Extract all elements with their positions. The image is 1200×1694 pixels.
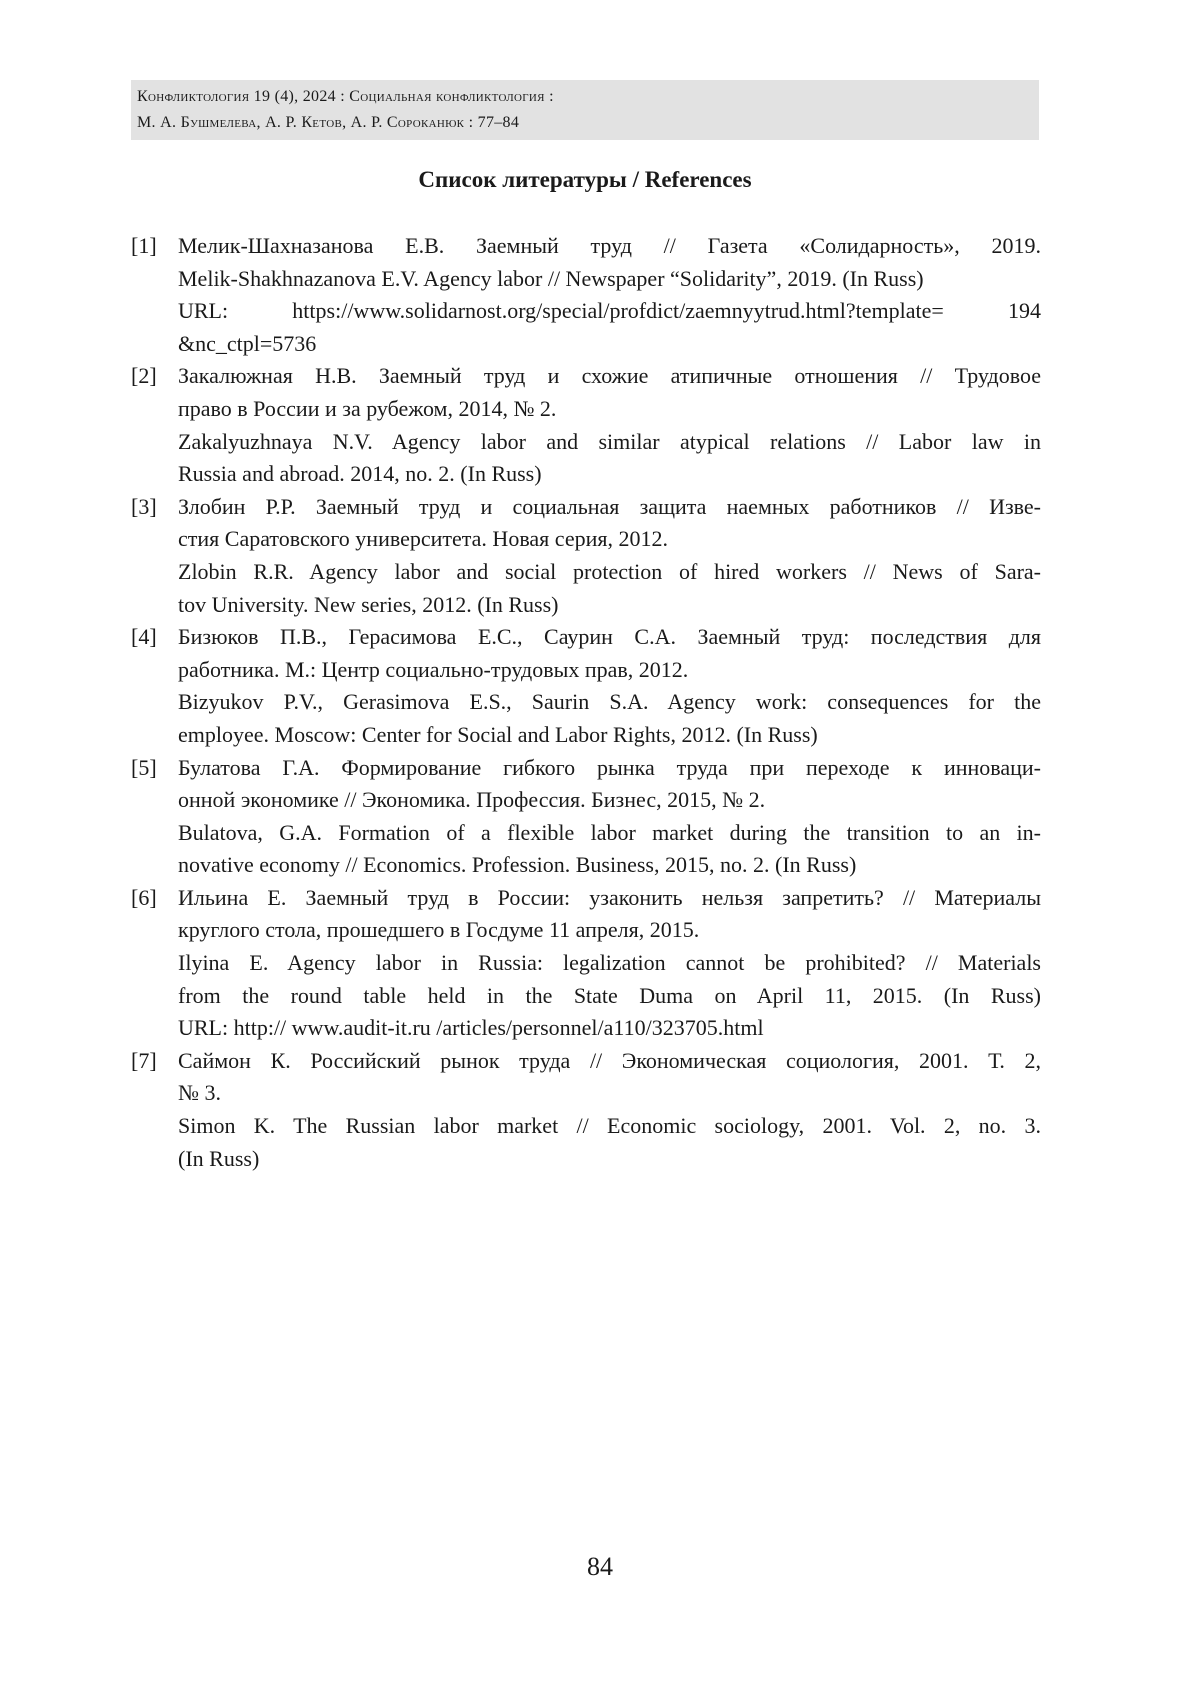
reference-entry bbox=[131, 752, 1041, 882]
reference-line: Melik-Shakhnazanova E.V. Agency labor // Newspaper “Solidarity”, 2019. (In Russ) bbox=[178, 265, 924, 291]
reference-line: novative economy // Economics. Profession. Business, 2015, no. 2. (In Russ) bbox=[178, 852, 857, 878]
reference-line: URL: http:// www.audit-it.ru /articles/personnel/a110/323705.html bbox=[178, 1015, 764, 1041]
reference-line: круглого стола, прошедшего в Госдуме 11 апреля, 2015. bbox=[178, 917, 700, 943]
running-header bbox=[131, 80, 1039, 140]
reference-line: стия Саратовского университета. Новая серия, 2012. bbox=[178, 526, 668, 552]
header-authors-line: М. А. Бушмелева, А. Р. Кетов, А. Р. Сороканюк : 77–84 bbox=[137, 114, 520, 131]
reference-line: Simon K. The Russian labor market // Economic sociology, 2001. Vol. 2, no. 3. bbox=[178, 1113, 1041, 1139]
reference-line: (In Russ) bbox=[178, 1145, 260, 1171]
reference-number: [7] bbox=[131, 1047, 157, 1073]
reference-entry bbox=[131, 1045, 1041, 1175]
reference-number: [2] bbox=[131, 363, 157, 389]
reference-line: Russia and abroad. 2014, no. 2. (In Russ) bbox=[178, 461, 542, 487]
reference-entry bbox=[131, 882, 1041, 1045]
reference-line: Zlobin R.R. Agency labor and social protection of hired workers // News of Sara- bbox=[178, 558, 1041, 584]
reference-number: [5] bbox=[131, 754, 157, 780]
reference-line: Ilyina E. Agency labor in Russia: legalization cannot be prohibited? // Materials bbox=[178, 950, 1041, 976]
reference-line: Булатова Г.А. Формирование гибкого рынка труда при переходе к инноваци- bbox=[178, 754, 1041, 780]
reference-line: онной экономике // Экономика. Профессия. Бизнес, 2015, № 2. bbox=[178, 787, 766, 813]
reference-number: [6] bbox=[131, 884, 157, 910]
reference-entry bbox=[131, 360, 1041, 490]
reference-entry bbox=[131, 621, 1041, 751]
reference-line: Закалюжная Н.В. Заемный труд и схожие атипичные отношения // Трудовое bbox=[178, 363, 1041, 389]
reference-line: Ильина Е. Заемный труд в России: узаконить нельзя запретить? // Материалы bbox=[178, 884, 1041, 910]
reference-entry bbox=[131, 491, 1041, 621]
reference-line: Bulatova, G.A. Formation of a flexible labor market during the transition to an in- bbox=[178, 819, 1041, 845]
page-number: 84 bbox=[587, 1552, 613, 1581]
header-journal-line: Конфликтология 19 (4), 2024 : Социальная конфликтология : bbox=[137, 88, 554, 105]
reference-line: Злобин Р.Р. Заемный труд и социальная защита наемных работников // Изве- bbox=[178, 493, 1041, 519]
reference-line: № 3. bbox=[178, 1080, 221, 1106]
reference-entry bbox=[131, 230, 1041, 360]
reference-line: from the round table held in the State Duma on April 11, 2015. (In Russ) bbox=[178, 982, 1041, 1008]
reference-line: URL: https://www.solidarnost.org/special/profdict/zaemnyytrud.html?template= 194 bbox=[178, 298, 1041, 324]
references-heading: Список литературы / References bbox=[418, 167, 752, 192]
reference-number: [1] bbox=[131, 233, 157, 258]
reference-number: [4] bbox=[131, 624, 157, 650]
reference-line: Мелик-Шахназанова Е.В. Заемный труд // Газета «Солидарность», 2019. bbox=[178, 233, 1041, 258]
reference-line: employee. Moscow: Center for Social and Labor Rights, 2012. (In Russ) bbox=[178, 721, 818, 747]
reference-line: &nc_ctpl=5736 bbox=[178, 330, 317, 356]
reference-line: tov University. New series, 2012. (In Russ) bbox=[178, 591, 559, 617]
reference-line: Zakalyuzhnaya N.V. Agency labor and similar atypical relations // Labor law in bbox=[178, 428, 1041, 454]
reference-number: [3] bbox=[131, 493, 157, 519]
reference-line: работника. М.: Центр социально-трудовых прав, 2012. bbox=[178, 656, 689, 682]
reference-line: Бизюков П.В., Герасимова Е.С., Саурин С.А. Заемный труд: последствия для bbox=[178, 624, 1041, 650]
reference-line: право в России и за рубежом, 2014, № 2. bbox=[178, 395, 557, 421]
reference-line: Bizyukov P.V., Gerasimova E.S., Saurin S.A. Agency work: consequences for the bbox=[178, 689, 1041, 715]
reference-list bbox=[131, 230, 1041, 1175]
reference-line: Саймон К. Российский рынок труда // Экономическая социология, 2001. Т. 2, bbox=[178, 1047, 1041, 1073]
